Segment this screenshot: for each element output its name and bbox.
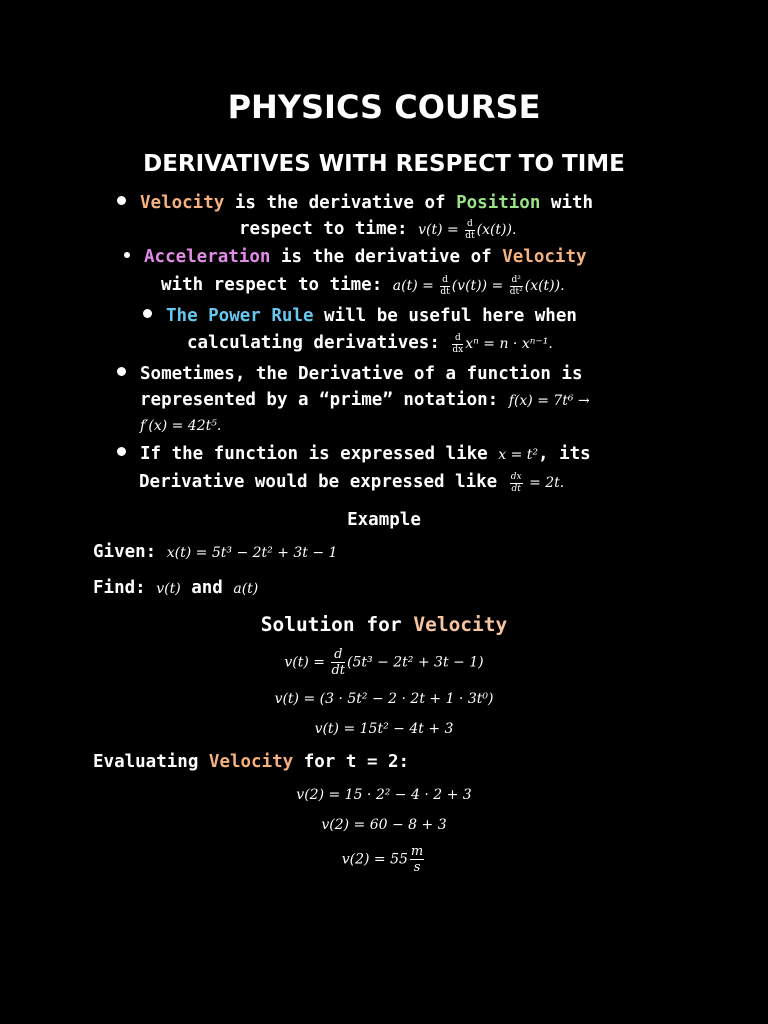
- evaluating-line: Evaluating Velocity for t = 2:: [93, 752, 410, 772]
- bullet-leibniz-line2: [139, 472, 564, 494]
- find-and: and: [180, 578, 234, 598]
- bullet-leibniz-line1: [117, 444, 591, 464]
- section-title: DERIVATIVES WITH RESPECT TO TIME: [143, 151, 625, 177]
- equation-x: x = t²: [498, 447, 538, 463]
- equation-prime-result: f′(x) = 42t⁵.: [140, 418, 222, 434]
- term-power-rule: The Power Rule: [166, 306, 314, 326]
- term-position: Position: [456, 193, 541, 213]
- bullet-power-rule-line2: [187, 333, 553, 355]
- evaluation-step-3: v(2) = 55 $\frac{m}{s}$: [341, 844, 424, 875]
- bullet-text: Sometimes, the Derivative of a function is: [140, 364, 583, 384]
- bullet-icon: [117, 447, 126, 456]
- solution-step-2: v(t) = (3 · 5t² − 2 · 2t + 1 · 3t⁰): [274, 691, 494, 707]
- find-label: Find:: [93, 578, 157, 598]
- bullet-acceleration-line1: [124, 247, 587, 267]
- bullet-acceleration-line2: [161, 275, 565, 297]
- example-heading: Example: [347, 510, 421, 530]
- evaluation-step-1: v(2) = 15 · 2² − 4 · 2 + 3: [296, 787, 472, 803]
- fraction: $\frac{m}{s}$: [410, 844, 424, 875]
- bullet-text: calculating derivatives:: [187, 333, 451, 353]
- bullet-text: with: [540, 193, 594, 213]
- find-v: v(t): [156, 581, 181, 597]
- equation-leibniz: $\frac{dx}{dt}$ = 2t.: [510, 471, 565, 494]
- fraction: $\frac{\text{d²}}{\text{dt²}}$: [509, 274, 523, 297]
- given-equation: x(t) = 5t³ − 2t² + 3t − 1: [166, 545, 338, 561]
- bullet-prime-line1: [117, 364, 583, 384]
- equation-prime: f(x) = 7t⁶ →: [508, 393, 590, 409]
- solution-step-3: v(t) = 15t² − 4t + 3: [314, 721, 454, 737]
- equation-acceleration: a(t) = $\frac{d}{dt}$ (v(t)) = $\frac{\text{d²}}{\text{dt²}}$ (x(t)).: [392, 274, 565, 297]
- bullet-icon: [117, 367, 126, 376]
- bullet-text: respect to time:: [239, 219, 419, 239]
- term-velocity: Velocity: [140, 193, 225, 213]
- term-velocity: Velocity: [413, 613, 508, 636]
- page-title: PHYSICS COURSE: [227, 88, 541, 126]
- bullet-text: If the function is expressed like: [140, 444, 499, 464]
- solution-step-1: v(t) = $\frac{d}{dt}$ (5t³ − 2t² + 3t − 1): [284, 647, 484, 678]
- bullet-text: represented by a “prime” notation:: [140, 390, 509, 410]
- bullet-text: with respect to time:: [161, 275, 393, 295]
- fraction: $\frac{d}{dt}$: [331, 647, 346, 678]
- bullet-velocity-line2: [239, 219, 516, 241]
- bullet-text: is the derivative of: [224, 193, 457, 213]
- equation-velocity: v(t) = $\frac{d}{dt}$ (x(t)).: [418, 218, 517, 241]
- term-velocity: Velocity: [502, 247, 587, 267]
- bullet-text: will be useful here when: [313, 306, 577, 326]
- find-line: [93, 578, 258, 598]
- find-a: a(t): [233, 581, 259, 597]
- bullet-prime-line2: [140, 390, 590, 410]
- fraction: $\frac{d}{dt}$: [465, 218, 475, 241]
- given-label: Given:: [93, 542, 167, 562]
- bullet-velocity-line1: [117, 193, 593, 213]
- fraction: $\frac{d}{dt}$: [440, 274, 450, 297]
- bullet-power-rule-line1: [143, 306, 577, 326]
- given-line: [93, 542, 337, 562]
- bullet-icon: [117, 196, 126, 205]
- bullet-text: Derivative would be expressed like: [139, 472, 508, 492]
- fraction: $\frac{d}{dx}$: [452, 332, 464, 355]
- bullet-text: is the derivative of: [270, 247, 503, 267]
- term-acceleration: Acceleration: [144, 247, 271, 267]
- term-velocity: Velocity: [208, 752, 294, 772]
- solution-heading: Solution for Velocity: [260, 613, 508, 636]
- evaluation-step-2: v(2) = 60 − 8 + 3: [321, 817, 447, 833]
- fraction: $\frac{dx}{dt}$: [510, 471, 522, 494]
- bullet-icon: [143, 309, 152, 318]
- bullet-icon: [124, 252, 130, 258]
- bullet-text: , its: [538, 444, 591, 464]
- equation-power-rule: $\frac{d}{dx}$ xⁿ = n · xⁿ⁻¹.: [452, 332, 553, 355]
